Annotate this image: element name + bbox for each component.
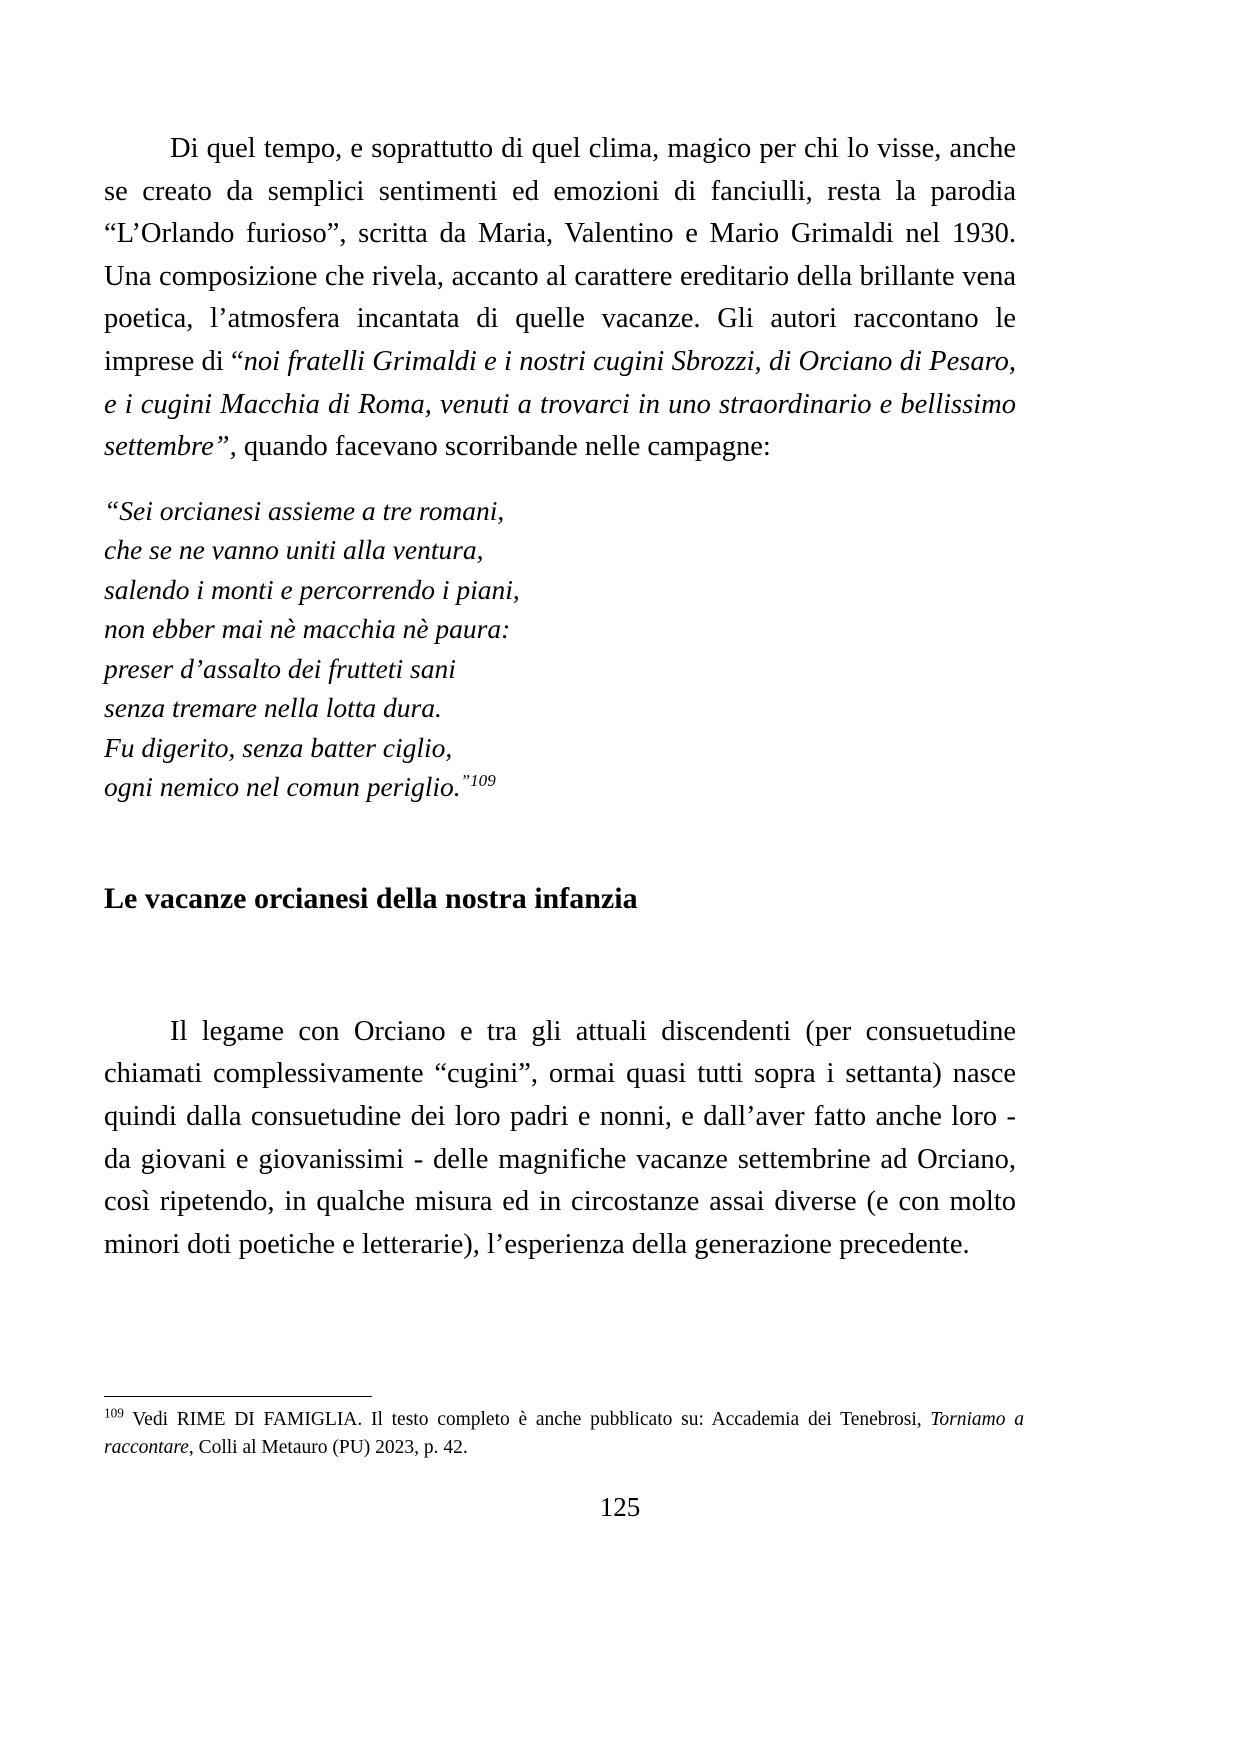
poem-line: salendo i monti e percorrendo i piani,: [104, 573, 520, 605]
footnote-separator-rule: [104, 1396, 372, 1397]
poem-closing-quote: ”: [460, 771, 471, 791]
paragraph-opening-segment-italic: noi fratelli Grimaldi e i nostri cugini Sbrozzi, di Orciano di Pesaro, e i cugini Macchia di Roma, venuti a trovarci in uno straordinario e bellissimo settembre”,: [104, 345, 1016, 463]
poem-lines: [104, 491, 1016, 807]
poem-line: preser d’assalto dei frutteti sani: [104, 652, 456, 684]
poem-line: senza tremare nella lotta dura.: [104, 692, 442, 724]
footnote-reference-number: 109: [470, 771, 496, 791]
poem-block: [104, 491, 1016, 807]
poem-line-last: [104, 767, 1016, 807]
footnote-book-title: Torniamo a raccontare: [104, 1409, 1024, 1458]
poem-line: Fu digerito, senza batter ciglio,: [104, 731, 453, 763]
footnote-entry: [104, 1406, 1024, 1462]
poem-line-last-text: ogni nemico nel comun periglio.: [104, 771, 461, 803]
footnote-area: [104, 1396, 1024, 1462]
section-heading-block: [104, 879, 1016, 919]
paragraph-opening: [104, 128, 1016, 469]
paragraph-two-block: [104, 1011, 1016, 1267]
poem-line: non ebber mai nè macchia nè paura:: [104, 613, 511, 645]
section-heading: Le vacanze orcianesi della nostra infanzia: [104, 881, 638, 915]
footnote-text-part-one: Vedi RIME DI FAMIGLIA. Il testo completo è anche pubblicato su: Accademia dei Tenebrosi,: [123, 1409, 931, 1430]
footnote-reference-marker[interactable]: [461, 771, 496, 790]
page-content: [104, 128, 1016, 1266]
paragraph-opening-segment-roman-1: Di quel tempo, e soprattutto di quel clima, magico per chi lo visse, anche se creato da semplici sentimenti ed emozioni di fanciulli, resta la parodia “L’Orlando furioso”, scritta da Maria, Valentino e Mario Grimaldi nel 1930. Una composizione che rivela, accanto al carattere ereditario della brillante vena poetica, l’atmosfera incantata di quelle vacanze. Gli autori raccontano le imprese di “: [104, 133, 1016, 377]
footnote-number: 109: [104, 1405, 124, 1421]
poem-line: “Sei orcianesi assieme a tre romani,: [104, 494, 505, 526]
page-number: 125: [599, 1492, 641, 1522]
poem-line: che se ne vanno uniti alla ventura,: [104, 534, 484, 566]
paragraph-opening-segment-roman-2: quando facevano scorribande nelle campagne:: [236, 431, 771, 463]
paragraph-body: Il legame con Orciano e tra gli attuali discendenti (per consuetudine chiamati complessivamente “cugini”, ormai quasi tutti sopra i settanta) nasce quindi dalla consuetudine dei loro padri e nonni, e dall’aver fatto anche loro - da giovani e giovanissimi - delle magnifiche vacanze settembrine ad Orciano, così ripetendo, in qualche misura ed in circostanze assai diverse (e con molto minori doti poetiche e letterarie), l’esperienza della generazione precedente.: [104, 1015, 1016, 1260]
footnote-text-part-two: , Colli al Metauro (PU) 2023, p. 42.: [188, 1437, 468, 1458]
